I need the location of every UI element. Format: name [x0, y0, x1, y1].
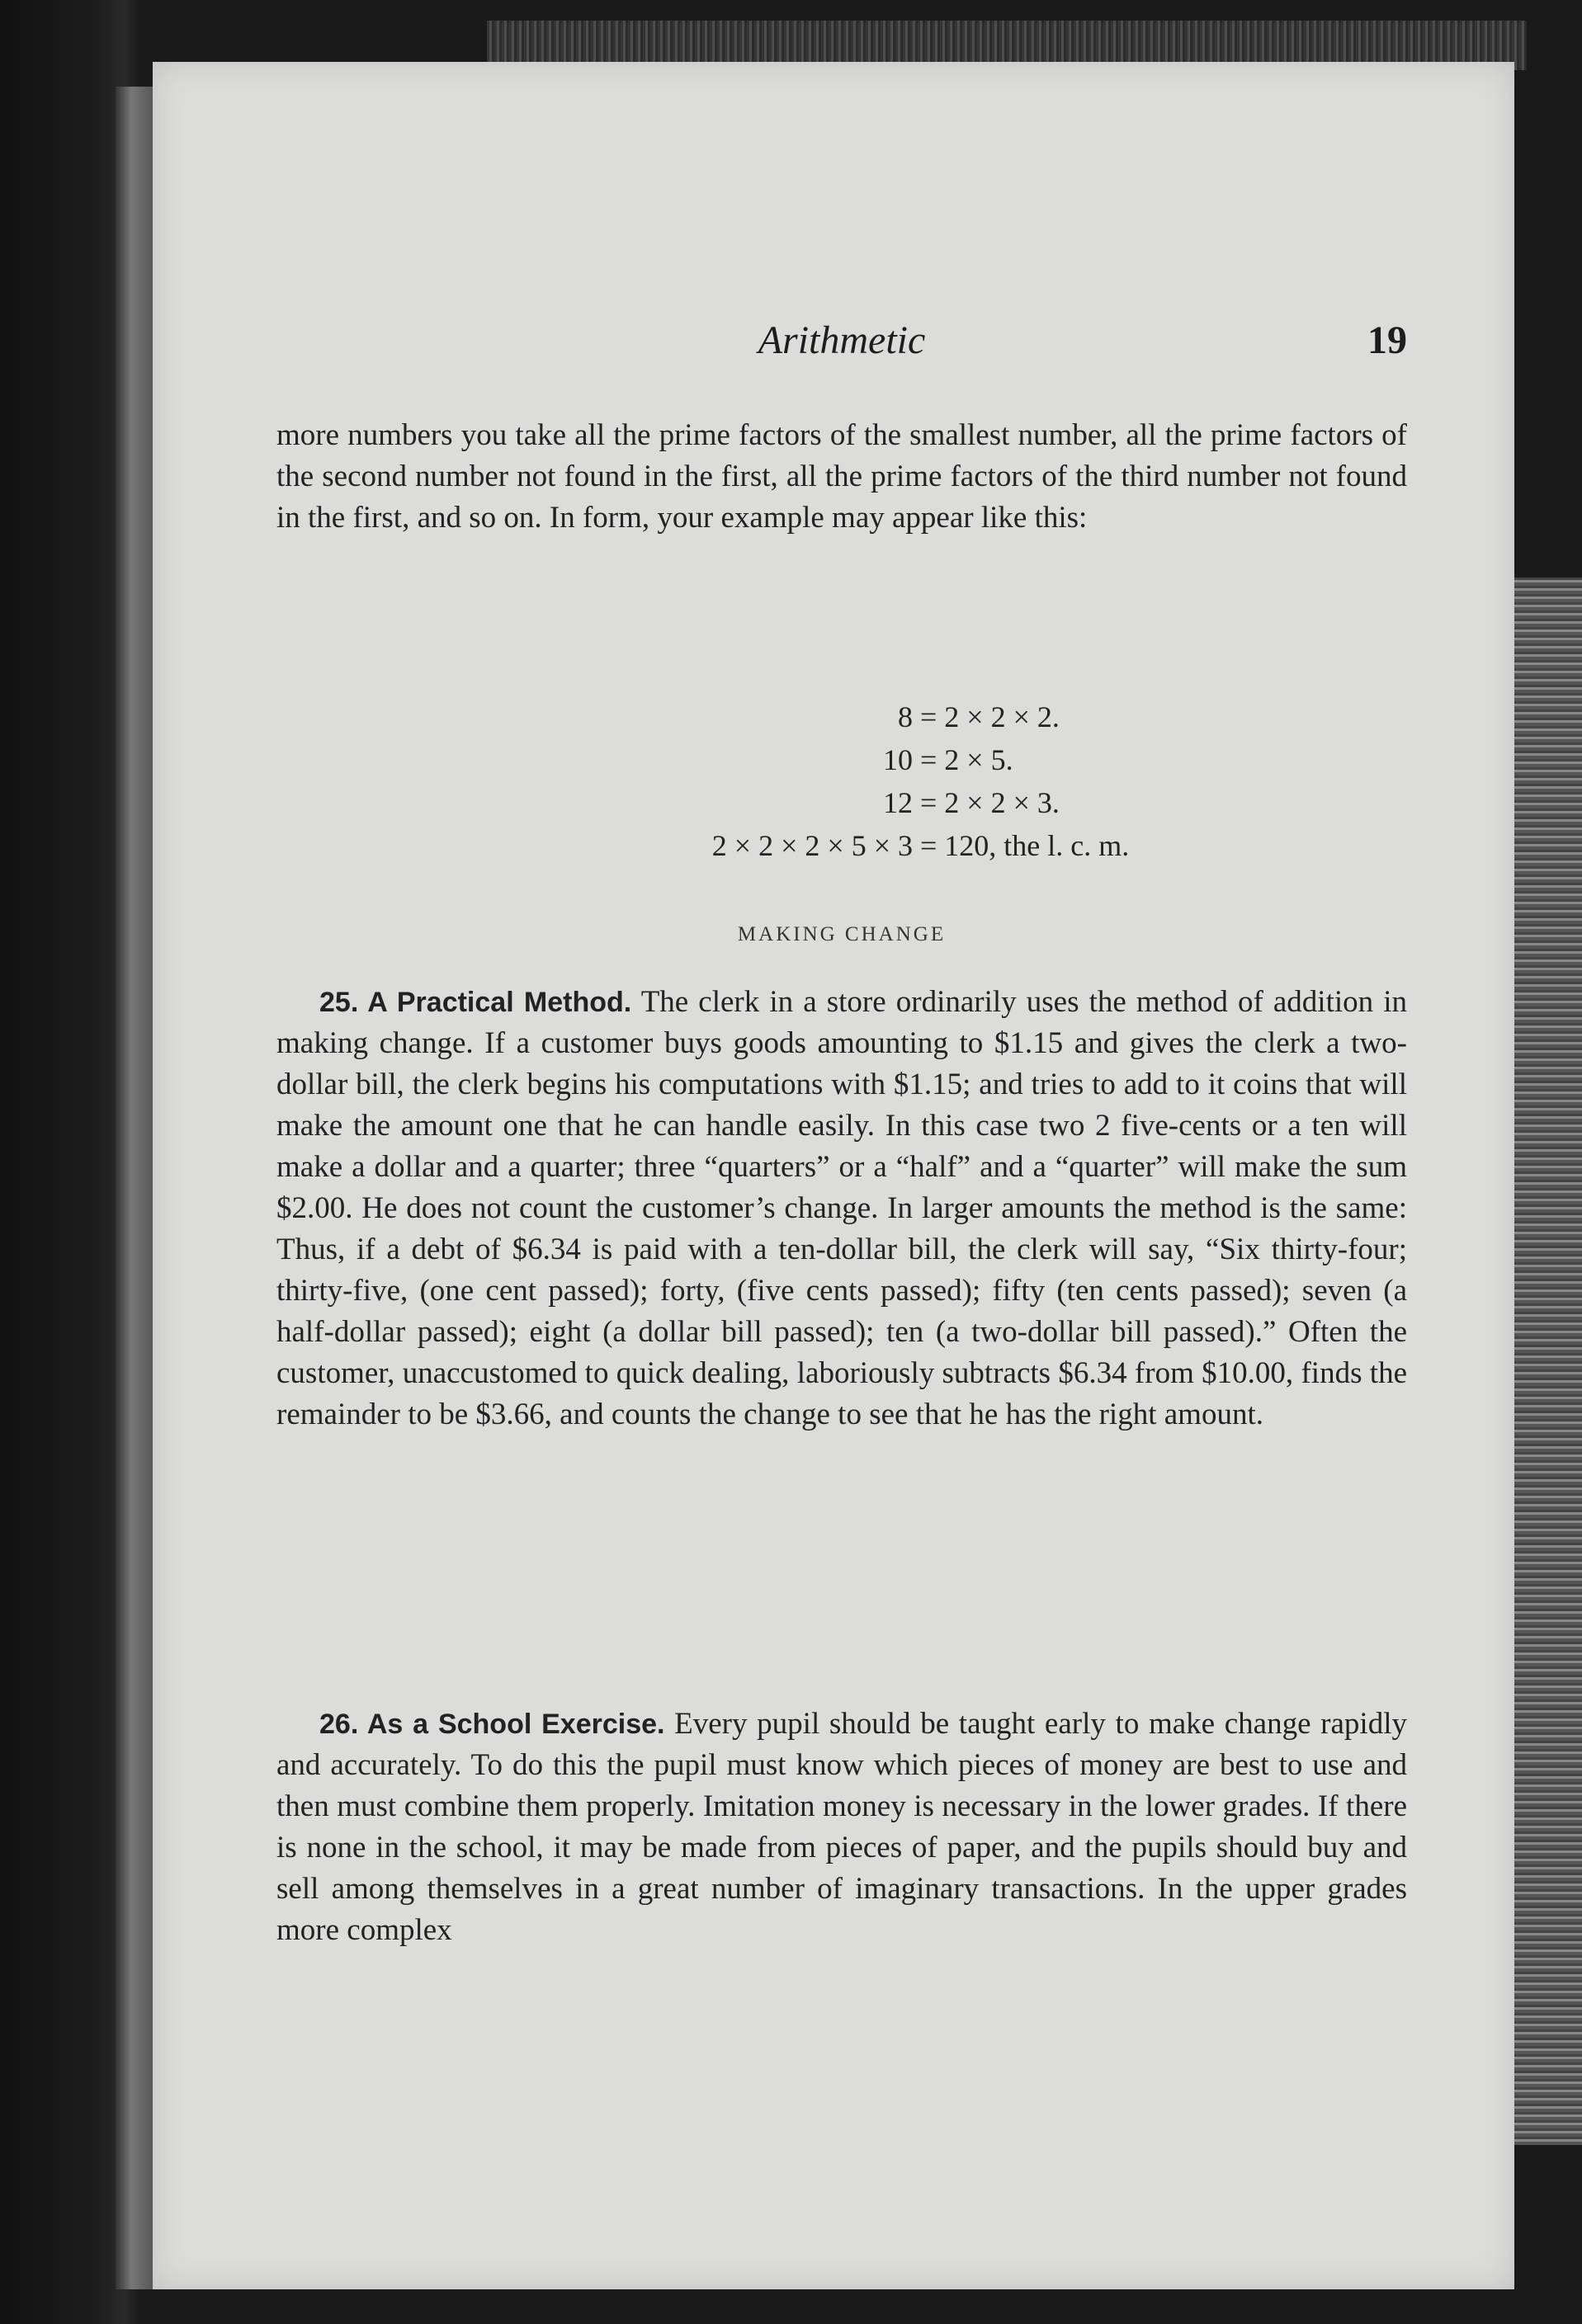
- example-line: [425, 738, 1151, 781]
- page-number: 19: [1367, 318, 1407, 362]
- example-rhs: = 120, the l. c. m.: [920, 829, 1130, 862]
- book-cover-cloth: [1514, 577, 1582, 2145]
- paragraph-body: The clerk in a store ordinarily uses the method of addition in making change. If a customer buys goods amounting to $1.15 and gives the clerk a two-dollar bill, the clerk begins his computations with $1.15; and tries to add to it coins that will make the amount one that he can handle easily. In this case two 2 five-cents or a ten will make a dollar and a quarter; three “quarters” or a “half” and a “quarter” will make the sum $2.00. He does not count the customer’s change. In larger amounts the method is the same: Thus, if a debt of $6.34 is paid with a ten-dollar bill, the clerk will say, “Six thirty-four; thirty-five, (one cent passed); forty, (five cents passed); fifty (ten cents passed); seven (a half-dollar passed); eight (a dollar bill passed); ten (a two-dollar bill passed).” Often the customer, unaccustomed to quick dealing, laboriously subtracts $6.34 from $10.00, finds the remainder to be $3.66, and counts the change to see that he has the right amount.: [276, 985, 1408, 1431]
- example-lhs: 8: [898, 700, 913, 733]
- paragraph-25: [276, 982, 1407, 1435]
- example-lhs: 12: [883, 786, 913, 819]
- paragraph-26: [276, 1704, 1407, 1951]
- running-title: Arithmetic: [758, 318, 926, 362]
- book-page: [153, 62, 1514, 2289]
- example-line: [425, 695, 1151, 738]
- example-line: [425, 781, 1151, 824]
- example-lhs: 10: [883, 743, 913, 776]
- example-rhs: = 2 × 2 × 2.: [920, 700, 1060, 733]
- example-lhs: 2 × 2 × 2 × 5 × 3: [711, 829, 913, 862]
- paragraph-heading: 26. As a School Exercise.: [319, 1709, 665, 1740]
- paragraph-heading: 25. A Practical Method.: [319, 987, 632, 1018]
- lcm-example: [425, 695, 1151, 867]
- paragraph-body: Every pupil should be taught early to make change rapidly and accurately. To do this the pupil must know which pieces of money are best to use and then must combine them properly. Imitation money is necessary in the lower grades. If there is none in the school, it may be made from pieces of paper, and the pupils should buy and sell among themselves in a great number of imaginary transactions. In the upper grades more complex: [276, 1707, 1407, 1947]
- page-left-edge: [116, 87, 155, 2289]
- example-line: [425, 824, 1151, 867]
- example-rhs: = 2 × 5.: [920, 743, 1013, 776]
- example-rhs: = 2 × 2 × 3.: [920, 786, 1060, 819]
- section-heading: MAKING CHANGE: [737, 923, 947, 945]
- page-header: [276, 318, 1407, 375]
- intro-paragraph: more numbers you take all the prime factors of the smallest number, all the prime factors of the second number not found in the first, all the prime factors of the third number not found in the first, and so on. In form, your example may appear like this:: [276, 418, 1407, 535]
